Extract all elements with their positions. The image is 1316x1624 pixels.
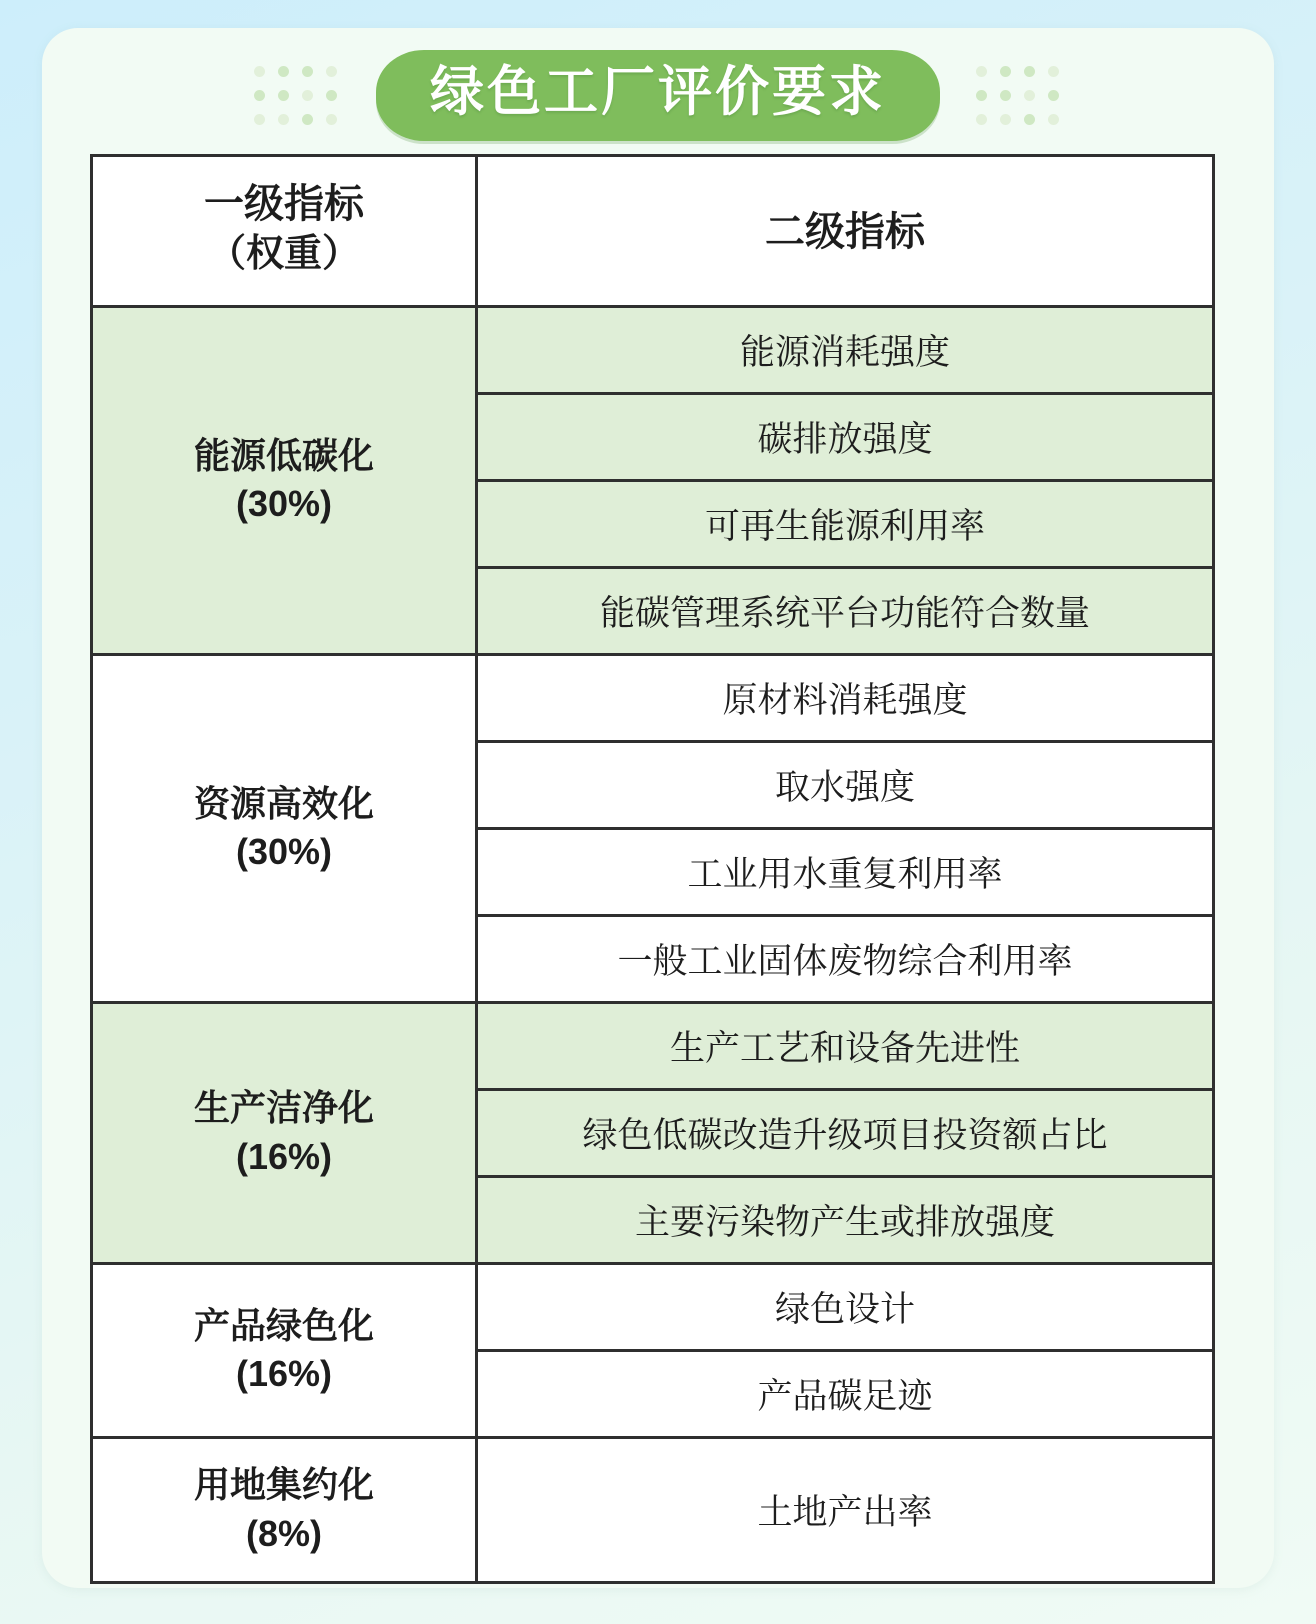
category-cell (92, 1002, 477, 1263)
category-cell (92, 654, 477, 1002)
evaluation-table-wrapper (90, 154, 1212, 1584)
indicator-cell: 能碳管理系统平台功能符合数量 (477, 567, 1214, 654)
indicator-cell: 能源消耗强度 (477, 306, 1214, 393)
category-weight: (16%) (235, 1135, 333, 1177)
header-secondary-indicator (477, 156, 1214, 307)
indicator-cell: 工业用水重复利用率 (477, 828, 1214, 915)
indicator-cell: 原材料消耗强度 (477, 654, 1214, 741)
evaluation-table (90, 154, 1215, 1584)
indicator-cell: 产品碳足迹 (477, 1350, 1214, 1437)
category-cell (92, 306, 477, 654)
indicator-cell: 可再生能源利用率 (477, 480, 1214, 567)
indicator-cell: 生产工艺和设备先进性 (477, 1002, 1214, 1089)
header-secondary-indicator-label: 二级指标 (765, 210, 925, 255)
indicator-cell: 绿色低碳改造升级项目投资额占比 (477, 1089, 1214, 1176)
decorative-dots-right (976, 66, 1062, 128)
table-row (92, 1263, 1214, 1350)
indicator-cell: 主要污染物产生或排放强度 (477, 1176, 1214, 1263)
table-header-row (92, 156, 1214, 307)
indicator-cell: 一般工业固体废物综合利用率 (477, 915, 1214, 1002)
header-primary-indicator-label: 一级指标 (204, 182, 364, 226)
table-row (92, 1002, 1214, 1089)
category-name: 能源低碳化 (193, 434, 374, 476)
category-cell (92, 1263, 477, 1437)
page-title-pill (376, 50, 940, 141)
indicator-cell: 绿色设计 (477, 1263, 1214, 1350)
header-primary-indicator-weight: （权重） (207, 233, 360, 276)
page-title: 绿色工厂评价要求 (430, 62, 886, 122)
category-name: 生产洁净化 (193, 1087, 374, 1129)
poster-card (42, 28, 1274, 1588)
table-row (92, 1437, 1214, 1582)
indicator-cell: 土地产出率 (477, 1437, 1214, 1582)
category-name: 产品绿色化 (193, 1304, 374, 1346)
category-weight: (16%) (235, 1353, 333, 1395)
category-weight: (30%) (235, 831, 333, 873)
category-name: 资源高效化 (193, 782, 374, 824)
indicator-cell: 取水强度 (477, 741, 1214, 828)
indicator-cell: 碳排放强度 (477, 393, 1214, 480)
table-row (92, 654, 1214, 741)
category-weight: (8%) (245, 1512, 322, 1554)
decorative-dots-left (254, 66, 340, 128)
header-primary-indicator (92, 156, 477, 307)
category-cell (92, 1437, 477, 1582)
category-name: 用地集约化 (193, 1464, 374, 1506)
table-row (92, 306, 1214, 393)
category-weight: (30%) (235, 483, 333, 525)
title-banner (42, 42, 1274, 162)
